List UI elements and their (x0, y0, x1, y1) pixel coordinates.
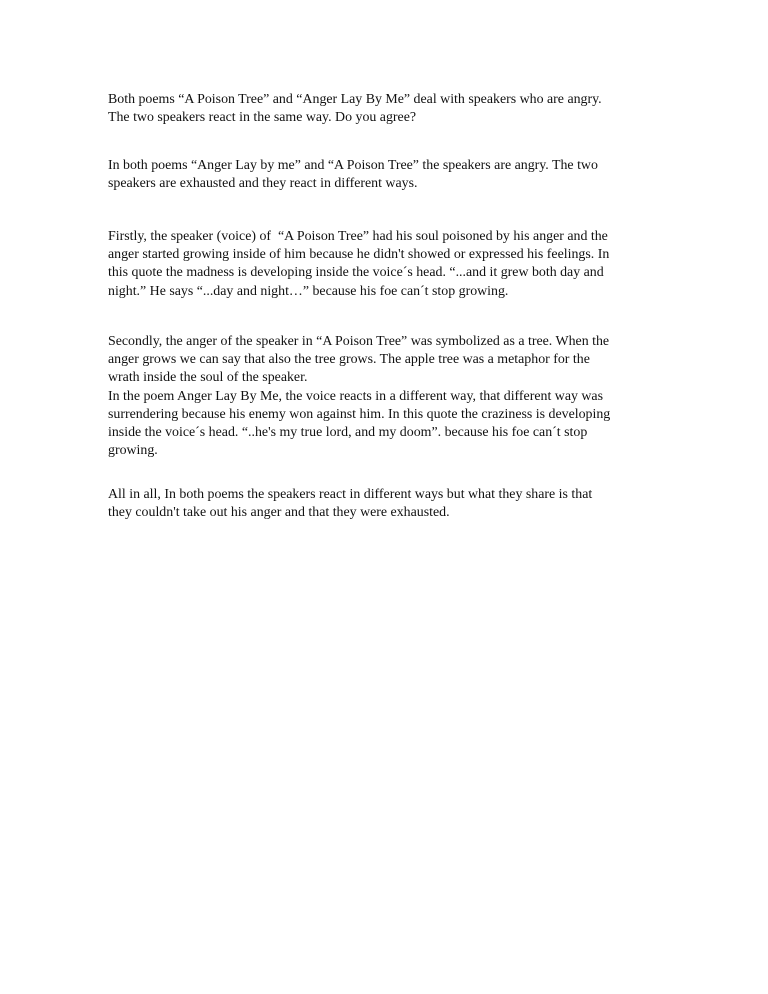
text-line: All in all, In both poems the speakers react in different ways but what they share is that (108, 487, 593, 502)
text-line: surrendering because his enemy won against him. In this quote the craziness is developing (108, 406, 611, 422)
text-line: night.” He says “...day and night…” because his foe can´t stop growing. (108, 283, 509, 299)
text-line: Firstly, the speaker (voice) of “A Poison Tree” had his soul poisoned by his anger and the (108, 229, 608, 244)
text-line: this quote the madness is developing inside the voice´s head. “...and it grew both day and (108, 265, 604, 281)
text-line: they couldn't take out his anger and that they were exhausted. (108, 505, 450, 521)
text-line: speakers are exhausted and they react in different ways. (108, 176, 418, 192)
text-line: The two speakers react in the same way. Do you agree? (108, 110, 417, 126)
introduction-paragraph (108, 157, 668, 193)
text-line: anger started growing inside of him because he didn't showed or expressed his feelings. In (108, 247, 610, 263)
text-line: inside the voice´s head. “..he's my true lord, and my doom”. because his foe can´t stop (108, 425, 588, 441)
text-line: Secondly, the anger of the speaker in “A Poison Tree” was symbolized as a tree. When the (108, 334, 610, 349)
text-line: anger grows we can say that also the tree grows. The apple tree was a metaphor for the (108, 352, 590, 368)
text-line: Both poems “A Poison Tree” and “Anger Lay By Me” deal with speakers who are angry. (108, 92, 602, 107)
text-line: In the poem Anger Lay By Me, the voice reacts in a different way, that different way was (108, 388, 604, 404)
first-body-paragraph (108, 228, 668, 301)
text-line: growing. (108, 443, 158, 459)
second-body-paragraph (108, 333, 668, 460)
conclusion-paragraph (108, 486, 668, 522)
text-line: wrath inside the soul of the speaker. (108, 370, 308, 386)
question-paragraph (108, 91, 668, 127)
text-line: In both poems “Anger Lay by me” and “A Poison Tree” the speakers are angry. The two (108, 158, 598, 173)
